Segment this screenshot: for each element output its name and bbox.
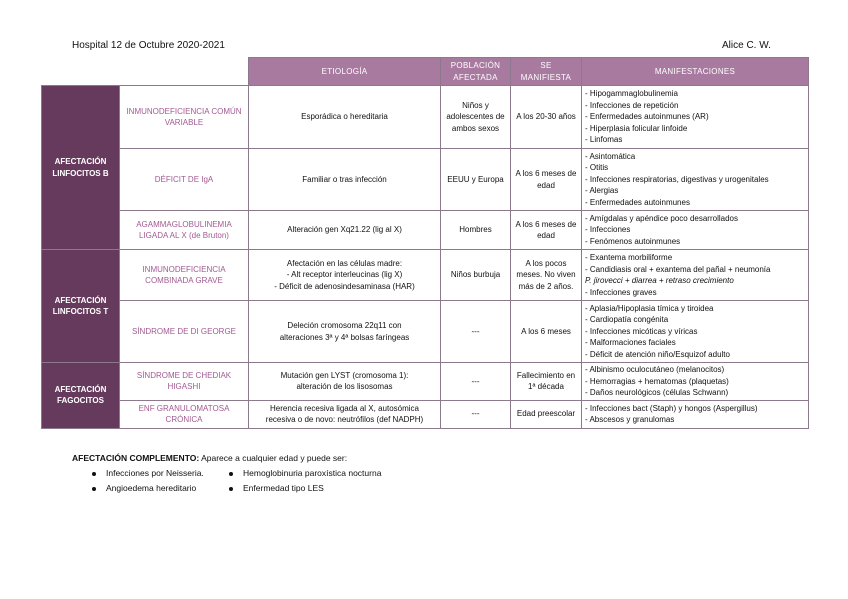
complement-item: Angioedema hereditario xyxy=(106,483,197,493)
manifestation-item: P. jirovecci + diarrea + retraso crecimiento xyxy=(585,276,734,285)
table-row xyxy=(42,400,809,428)
manifestations-cell xyxy=(582,250,809,301)
etiology-line: Mutación gen LYST (cromosoma 1): xyxy=(280,370,409,380)
group-linfocitos-b: AFECTACIÓN LINFOCITOS B xyxy=(42,86,120,250)
etiology-line: Esporádica o hereditaria xyxy=(301,112,388,122)
disease-name: INMUNODEFICIENCIA COMÚN VARIABLE xyxy=(120,86,249,149)
etiology-line: - Alt receptor interleucinas (lig X) xyxy=(286,270,403,280)
population-cell: Niños burbuja xyxy=(441,250,511,301)
manifestation-item: - Enfermedades autoinmunes xyxy=(585,197,690,207)
manifestation-item: - Alergias xyxy=(585,186,619,196)
etiology-line: Deleción cromosoma 22q11 con xyxy=(287,321,402,330)
etiology-cell xyxy=(249,211,441,250)
etiology-cell xyxy=(249,400,441,428)
table-row xyxy=(42,363,809,401)
list-item xyxy=(92,483,196,493)
population-cell: --- xyxy=(441,400,511,428)
population-cell: Hombres xyxy=(441,211,511,250)
manifestation-item: - Infecciones bact (Staph) y hongos (Aspergillus) xyxy=(585,403,758,413)
complement-section xyxy=(72,453,347,463)
manifestation-item: - Otitis xyxy=(585,163,609,173)
table-header-row xyxy=(42,58,809,86)
etiology-cell xyxy=(249,250,441,301)
onset-cell: A los 6 meses de edad xyxy=(511,211,582,250)
etiology-cell xyxy=(249,86,441,149)
onset-cell: Edad preescolar xyxy=(511,400,582,428)
etiology-line: alteraciones 3ª y 4ª bolsas faríngeas xyxy=(279,332,410,342)
col-manifestaciones: MANIFESTACIONES xyxy=(582,58,809,86)
manifestations-cell xyxy=(582,149,809,211)
onset-cell: A los 20-30 años xyxy=(511,86,582,149)
manifestation-item: - Hemorragias + hematomas (plaquetas) xyxy=(585,376,729,386)
manifestation-item: - Abscesos y granulomas xyxy=(585,415,675,424)
manifestation-item: - Infecciones micóticas y víricas xyxy=(585,326,698,336)
complement-item: Hemoglobinuria paroxística nocturna xyxy=(243,468,382,478)
manifestation-item: - Exantema morbiliforme xyxy=(585,253,673,262)
manifestation-item: - Cardiopatía congénita xyxy=(585,315,669,325)
manifestation-item: - Infecciones graves xyxy=(585,287,657,297)
etiology-cell xyxy=(249,301,441,363)
complement-item: Enfermedad tipo LES xyxy=(243,483,324,493)
complement-title: AFECTACIÓN COMPLEMENTO: xyxy=(72,453,200,463)
etiology-line: Herencia recesiva ligada al X, autosómica xyxy=(270,403,419,413)
col-etiologia: ETIOLOGÍA xyxy=(249,58,441,86)
complement-item: Infecciones por Neisseria. xyxy=(106,468,204,478)
group-fagocitos: AFECTACIÓN FAGOCITOS xyxy=(42,363,120,429)
manifestation-item: - Hipogammaglobulinemia xyxy=(585,89,678,99)
header-blank xyxy=(42,58,249,86)
etiology-line: Alteración gen Xq21.22 (lig al X) xyxy=(287,225,402,235)
table-row xyxy=(42,301,809,363)
col-manifiesta: SE MANIFIESTA xyxy=(511,58,582,86)
manifestations-cell xyxy=(582,301,809,363)
manifestation-item: - Asintomática xyxy=(585,151,636,161)
onset-cell: Fallecimiento en 1ª década xyxy=(511,363,582,401)
bullet-icon xyxy=(92,487,96,491)
table-row xyxy=(42,86,809,149)
manifestation-item: - Albinismo oculocutáneo (melanocitos) xyxy=(585,365,725,374)
manifestation-item: - Aplasia/Hipoplasia tímica y tiroidea xyxy=(585,303,714,313)
etiology-cell xyxy=(249,149,441,211)
etiology-line: Afectación en las células madre: xyxy=(286,258,403,268)
etiology-line: - Déficit de adenosindesaminasa (HAR) xyxy=(274,281,415,291)
disease-name: SÍNDROME DE DI GEORGE xyxy=(120,301,249,363)
table-row xyxy=(42,211,809,250)
etiology-line: alteración de los lisosomas xyxy=(296,382,393,392)
bullet-icon xyxy=(229,487,233,491)
manifestation-item: - Enfermedades autoinmunes (AR) xyxy=(585,112,709,122)
manifestation-item: - Infecciones respiratorias, digestivas y urogenitales xyxy=(585,174,769,184)
manifestation-item: - Infecciones de repetición xyxy=(585,100,679,110)
manifestations-cell xyxy=(582,400,809,428)
col-poblacion: POBLACIÓN AFECTADA xyxy=(441,58,511,86)
bullet-icon xyxy=(92,472,96,476)
manifestation-item: - Amígdalas y apéndice poco desarrollados xyxy=(585,213,738,223)
manifestations-cell xyxy=(582,86,809,149)
list-item xyxy=(229,483,324,493)
list-item xyxy=(229,468,381,478)
disease-name: INMUNODEFICIENCIA COMBINADA GRAVE xyxy=(120,250,249,301)
manifestation-item: - Hiperplasia folicular linfoide xyxy=(585,123,688,133)
disease-name: ENF GRANULOMATOSA CRÓNICA xyxy=(120,400,249,428)
manifestations-cell xyxy=(582,211,809,250)
header-author: Alice C. W. xyxy=(722,40,771,51)
population-cell: --- xyxy=(441,301,511,363)
manifestation-item: - Daños neurológicos (células Schwann) xyxy=(585,388,729,397)
manifestation-item: - Malformaciones faciales xyxy=(585,338,676,348)
header-hospital: Hospital 12 de Octubre 2020-2021 xyxy=(72,40,225,51)
manifestation-item: - Déficit de atención niño/Esquizof adulto xyxy=(585,349,730,359)
onset-cell: A los pocos meses. No viven más de 2 años. xyxy=(511,250,582,301)
bullet-icon xyxy=(229,472,233,476)
immunodeficiency-table xyxy=(41,57,809,429)
manifestation-item: - Infecciones xyxy=(585,225,631,235)
list-item xyxy=(92,468,204,478)
etiology-line: Familiar o tras infección xyxy=(302,174,387,184)
population-cell: Niños y adolescentes de ambos sexos xyxy=(441,86,511,149)
manifestation-item: - Linfomas xyxy=(585,135,623,145)
manifestation-item: - Fenómenos autoinmunes xyxy=(585,236,681,246)
population-cell: --- xyxy=(441,363,511,401)
manifestation-item: - Candidiasis oral + exantema del pañal + neumonía xyxy=(585,264,771,274)
population-cell: EEUU y Europa xyxy=(441,149,511,211)
onset-cell: A los 6 meses de edad xyxy=(511,149,582,211)
etiology-cell xyxy=(249,363,441,401)
disease-name: DÉFICIT DE IgA xyxy=(120,149,249,211)
complement-text: Aparece a cualquier edad y puede ser: xyxy=(199,453,348,463)
onset-cell: A los 6 meses xyxy=(511,301,582,363)
etiology-line: recesiva o de novo: neutrófilos (def NADPH) xyxy=(265,415,424,424)
manifestations-cell xyxy=(582,363,809,401)
disease-name: AGAMMAGLOBULINEMIA LIGADA AL X (de Bruton) xyxy=(120,211,249,250)
table-row xyxy=(42,149,809,211)
disease-name: SÍNDROME DE CHEDIAK HIGASHI xyxy=(120,363,249,401)
table-row xyxy=(42,250,809,301)
group-linfocitos-t: AFECTACIÓN LINFOCITOS T xyxy=(42,250,120,363)
